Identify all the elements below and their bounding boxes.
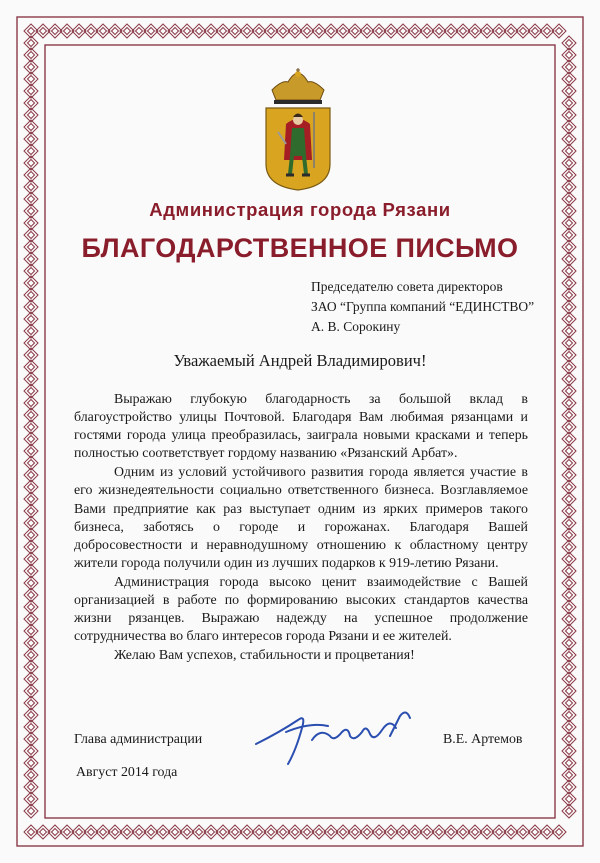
body-paragraph: Желаю Вам успехов, стабильности и процветания! <box>114 648 415 664</box>
addressee-company: ЗАО “Группа компаний “ЕДИНСТВО” <box>311 299 535 314</box>
letter-body <box>74 391 528 666</box>
ryazan-coat-of-arms <box>262 68 334 192</box>
greeting: Уважаемый Андрей Владимирович! <box>173 351 427 370</box>
signatory-position: Глава администрации <box>74 732 203 747</box>
signatory-name: В.Е. Артемов <box>443 732 523 747</box>
body-paragraph: Выражаю глубокую благодарность за большой вклад в благоустройство улицы Почтовой. Благодаря Вам любимая рязанцами и гостями города улица преобразилась, заиграла новыми красками и теперь полностью соответствует гордому названию «Рязанский Арбат». <box>74 392 528 462</box>
addressee-position: Председателю совета директоров <box>311 279 503 294</box>
body-paragraph: Одним из условий устойчивого развития города является участие в его жизнедеятельности социально ответственного бизнеса. Возглавляемое Вами предприятие как раз выступает одним из ярких примеров такого бизнеса, заботясь о городе и горожанах. Благодаря Вашей добросовестности и неравнодушному отношению к областному центру жители города получили один из лучших подарков к 919-летию Рязани. <box>74 465 528 571</box>
document-title: БЛАГОДАРСТВЕННОЕ ПИСЬМО <box>81 233 519 263</box>
body-paragraph: Администрация города высоко ценит взаимодействие с Вашей организацией в работе по формированию высоких стандартов качества жизни рязанцев. Выражаю надежду на успешное продолжение сотрудничества во благо интересов города Рязани и ее жителей. <box>74 574 528 645</box>
addressee-block <box>311 277 534 337</box>
handwritten-signature <box>250 702 420 772</box>
letter-date: Август 2014 года <box>76 765 178 780</box>
issuer-title: Администрация города Рязани <box>149 199 451 220</box>
addressee-name: А. В. Сорокину <box>311 319 401 334</box>
